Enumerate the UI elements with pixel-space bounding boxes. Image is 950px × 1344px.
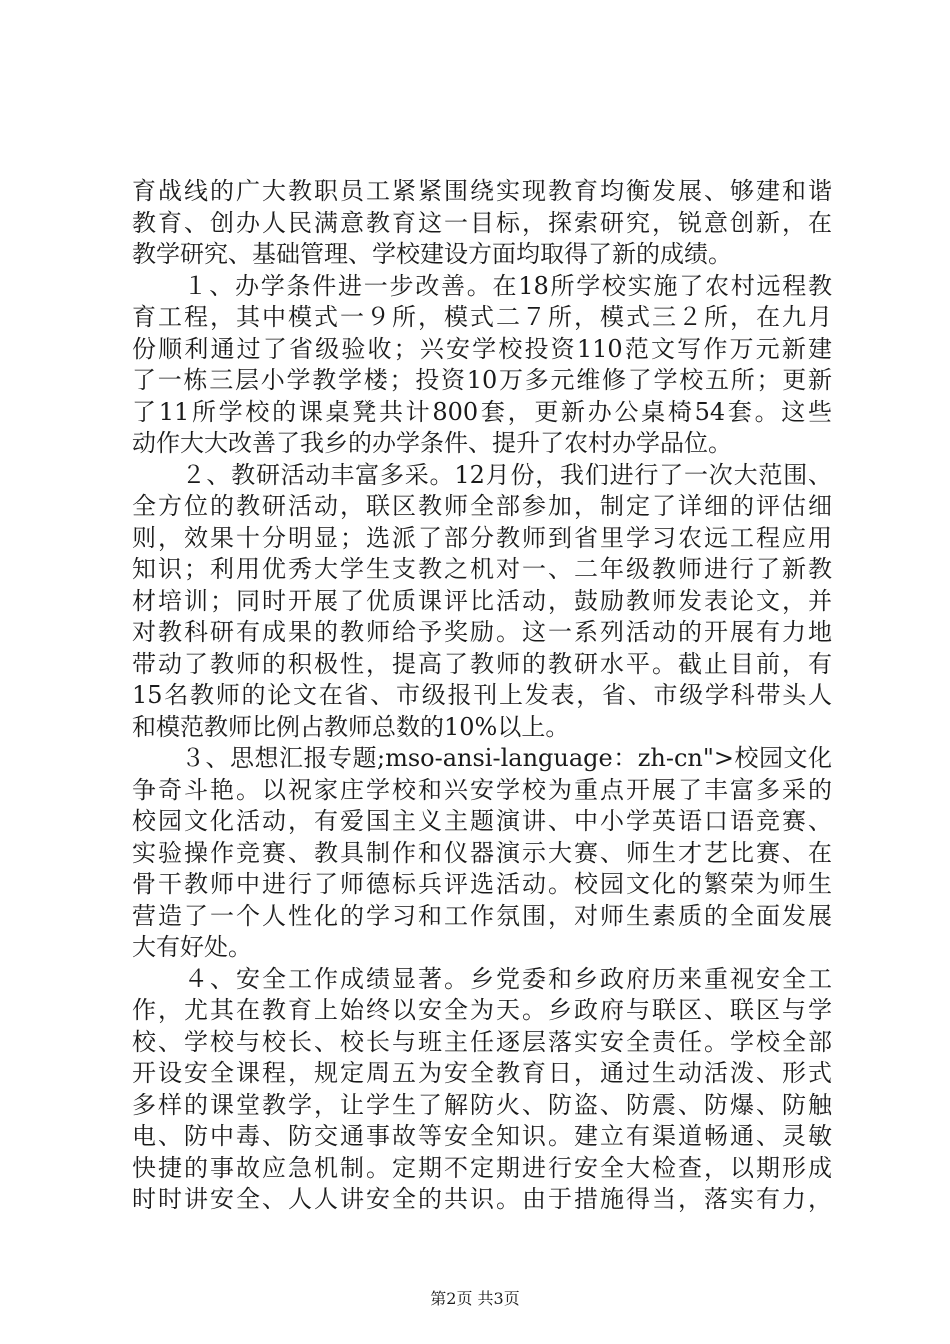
text-line: 作，尤其在教育上始终以安全为天。乡政府与联区、联区与学 (132, 996, 832, 1024)
text-line: 教育、创办人民满意教育这一目标，探索研究，锐意创新，在 (132, 208, 832, 237)
text-line: 大有好处。 (132, 933, 252, 961)
text-line: 带动了教师的积极性，提高了教师的教研水平。截止目前，有 (132, 649, 832, 678)
body-text (132, 176, 832, 1216)
text-line: 和模范教师比例占教师总数的10%以上。 (132, 712, 570, 741)
text-line: ３、思想汇报专题;mso-ansi-language：zh-cn">校园文化 (132, 744, 832, 772)
text-line: 教学研究、基础管理、学校建设方面均取得了新的成绩。 (132, 240, 732, 268)
page-footer: 第2页 共3页 (430, 1289, 520, 1308)
text-line: 实验操作竞赛、教具制作和仪器演示大赛、师生才艺比赛、在 (132, 838, 832, 867)
text-line: 对教科研有成果的教师给予奖励。这一系列活动的开展有力地 (132, 618, 832, 646)
text-line: ４、安全工作成绩显著。乡党委和乡政府历来重视安全工 (132, 964, 832, 993)
text-line: 知识；利用优秀大学生支教之机对一、二年级教师进行了新教 (132, 555, 832, 583)
text-line: 快捷的事故应急机制。定期不定期进行安全大检查，以期形成 (132, 1153, 832, 1182)
text-line: 15名教师的论文在省、市级报刊上发表，省、市级学科带头人 (132, 681, 832, 709)
text-line: 了11所学校的课桌凳共计800套，更新办公桌椅54套。这些 (132, 397, 832, 426)
text-line: 了一栋三层小学教学楼；投资10万多元维修了学校五所；更新 (132, 366, 832, 394)
text-line: 开设安全课程，规定周五为安全教育日，通过生动活泼、形式 (132, 1059, 832, 1087)
text-line: ２、教研活动丰富多采。12月份，我们进行了一次大范围、 (132, 460, 832, 489)
text-line: 份顺利通过了省级验收；兴安学校投资110范文写作万元新建 (132, 334, 832, 363)
text-line: 多样的课堂教学，让学生了解防火、防盗、防震、防爆、防触 (132, 1090, 832, 1119)
text-line: 育工程，其中模式一９所，模式二７所，模式三２所，在九月 (132, 303, 832, 331)
text-line: 全方位的教研活动，联区教师全部参加，制定了详细的评估细 (132, 492, 832, 520)
text-line: 材培训；同时开展了优质课评比活动，鼓励教师发表论文，并 (132, 586, 832, 615)
text-line: 营造了一个人性化的学习和工作氛围，对师生素质的全面发展 (132, 901, 832, 930)
text-line: 时时讲安全、人人讲安全的共识。由于措施得当，落实有力， (132, 1185, 832, 1213)
text-line: 电、防中毒、防交通事故等安全知识。建立有渠道畅通、灵敏 (132, 1122, 832, 1150)
text-line: 则，效果十分明显；选派了部分教师到省里学习农远工程应用 (132, 523, 832, 552)
text-line: 争奇斗艳。以祝家庄学校和兴安学校为重点开展了丰富多采的 (132, 775, 832, 804)
text-line: 骨干教师中进行了师德标兵评选活动。校园文化的繁荣为师生 (132, 870, 832, 898)
text-line: １、办学条件进一步改善。在18所学校实施了农村远程教 (132, 271, 832, 300)
text-line: 校、学校与校长、校长与班主任逐层落实安全责任。学校全部 (132, 1027, 832, 1056)
text-line: 动作大大改善了我乡的办学条件、提升了农村办学品位。 (132, 429, 732, 457)
text-line: 校园文化活动，有爱国主义主题演讲、中小学英语口语竞赛、 (132, 807, 832, 835)
text-line: 育战线的广大教职员工紧紧围绕实现教育均衡发展、够建和谐 (132, 177, 832, 205)
